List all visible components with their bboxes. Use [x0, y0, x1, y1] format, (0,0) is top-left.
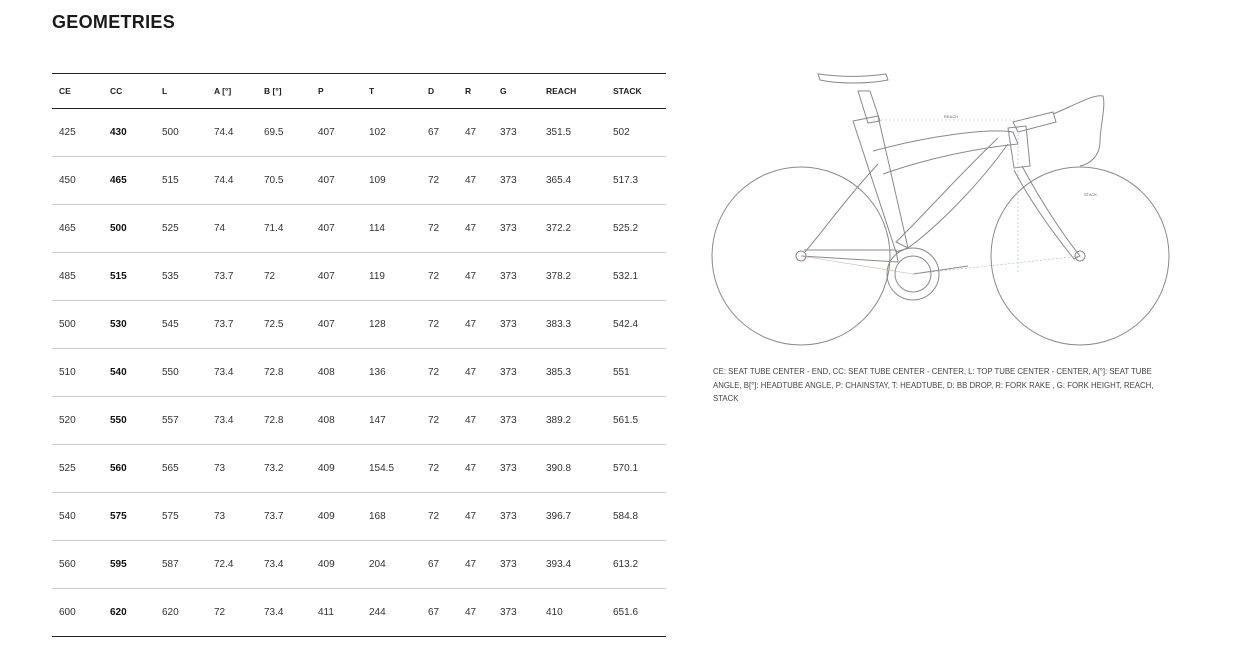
table-cell: 70.5	[257, 157, 311, 205]
table-cell: 450	[52, 157, 103, 205]
table-cell: 102	[362, 109, 421, 157]
geometry-table	[52, 73, 666, 637]
table-cell: 465	[103, 157, 155, 205]
column-header: CE	[52, 74, 103, 109]
table-cell: 570.1	[606, 445, 666, 493]
column-header: STACK	[606, 74, 666, 109]
table-cell: 620	[162, 607, 179, 618]
table-cell: 575	[155, 493, 207, 541]
table-cell: 72.5	[257, 301, 311, 349]
table-cell: 372.2	[539, 205, 606, 253]
table-cell: 510	[52, 349, 103, 397]
table-cell: 545	[155, 301, 207, 349]
table-cell: 390.8	[539, 445, 606, 493]
table-cell: 584.8	[606, 493, 666, 541]
table-cell: 373	[493, 349, 539, 397]
table-cell: 73.7	[207, 301, 257, 349]
table-cell: 73.2	[257, 445, 311, 493]
handlebar	[1053, 96, 1104, 166]
table-cell: 73.4	[257, 541, 311, 589]
table-cell: 407	[311, 205, 362, 253]
table-cell: 67	[421, 541, 458, 589]
table-cell: 47	[458, 493, 493, 541]
table-cell: 408	[311, 397, 362, 445]
table-row	[52, 205, 666, 253]
table-cell: 74.4	[207, 157, 257, 205]
table-cell: 373	[493, 109, 539, 157]
table-cell: 515	[103, 253, 155, 301]
column-header: REACH	[539, 74, 606, 109]
table-cell: 551	[606, 349, 666, 397]
stack-label: STACK	[1084, 192, 1098, 197]
table-cell: 147	[362, 397, 421, 445]
table-cell: 73.4	[207, 397, 257, 445]
table-cell: 72.8	[257, 349, 311, 397]
table-cell: 128	[362, 301, 421, 349]
table-cell: 557	[155, 397, 207, 445]
saddle	[818, 74, 888, 83]
table-cell: 407	[311, 301, 362, 349]
table-cell: 515	[155, 157, 207, 205]
table-cell: 409	[311, 445, 362, 493]
table-cell: 407	[311, 109, 362, 157]
table-cell: 72	[421, 493, 458, 541]
table-cell: 565	[155, 445, 207, 493]
crank-arm	[913, 266, 968, 274]
table-cell: 410	[546, 607, 563, 618]
table-cell: 154.5	[362, 445, 421, 493]
page-title: GEOMETRIES	[52, 12, 176, 32]
table-row	[52, 349, 666, 397]
column-header: L	[155, 74, 207, 109]
table-cell: 525.2	[606, 205, 666, 253]
table-cell: 525	[52, 445, 103, 493]
table-cell: 72	[421, 301, 458, 349]
table-cell: 517.3	[606, 157, 666, 205]
table-cell: 204	[362, 541, 421, 589]
table-cell: 542.4	[606, 301, 666, 349]
table-cell: 72	[214, 607, 226, 618]
head-tube	[1008, 126, 1030, 168]
table-cell: 587	[155, 541, 207, 589]
table-cell: 67	[421, 109, 458, 157]
column-header: T	[362, 74, 421, 109]
table-cell: 550	[155, 349, 207, 397]
table-cell: 409	[311, 541, 362, 589]
table-row	[52, 445, 666, 493]
table-cell: 69.5	[257, 109, 311, 157]
table-cell: 407	[311, 253, 362, 301]
table-cell: 373	[493, 493, 539, 541]
table-cell: 651.6	[613, 607, 639, 618]
table-cell: 373	[493, 157, 539, 205]
table-cell: 47	[458, 397, 493, 445]
table-cell: 411	[318, 607, 334, 618]
table-cell: 73.7	[207, 253, 257, 301]
table-cell: 389.2	[539, 397, 606, 445]
table-cell: 465	[52, 205, 103, 253]
table-cell: 72	[421, 253, 458, 301]
table-cell: 600	[59, 607, 76, 618]
table-cell: 351.5	[539, 109, 606, 157]
table-cell: 409	[311, 493, 362, 541]
table-cell: 373	[493, 541, 539, 589]
table-row	[52, 589, 666, 637]
table-cell: 72.8	[257, 397, 311, 445]
table-cell: 72.4	[207, 541, 257, 589]
table-cell: 72	[421, 445, 458, 493]
table-cell: 532.1	[606, 253, 666, 301]
table-cell: 244	[369, 607, 386, 618]
table-cell: 47	[458, 445, 493, 493]
table-cell: 47	[458, 541, 493, 589]
table-cell: 73	[207, 445, 257, 493]
seat-tube	[853, 116, 908, 252]
table-cell: 73.7	[257, 493, 311, 541]
table-cell: 595	[103, 541, 155, 589]
table-cell: 72	[421, 157, 458, 205]
fork	[1014, 166, 1080, 259]
table-cell: 47	[458, 253, 493, 301]
table-cell: 520	[52, 397, 103, 445]
table-row	[52, 493, 666, 541]
table-cell: 119	[362, 253, 421, 301]
table-cell: 73	[207, 493, 257, 541]
column-header: A [°]	[207, 74, 257, 109]
table-row	[52, 109, 666, 157]
table-cell: 47	[458, 205, 493, 253]
table-cell: 72	[421, 205, 458, 253]
table-cell: 620	[110, 607, 127, 618]
column-header: G	[493, 74, 539, 109]
table-cell: 373	[500, 607, 517, 618]
table-cell: 373	[493, 301, 539, 349]
column-header: P	[311, 74, 362, 109]
table-cell: 378.2	[539, 253, 606, 301]
table-cell: 73.4	[264, 607, 284, 618]
geometry-legend: CE: SEAT TUBE CENTER - END, CC: SEAT TUBE CENTER - CENTER, L: TOP TUBE CENTER - CENTER, A[°]: SEAT TUBE ANGLE, B[°]: HEADTUBE ANGLE, P: CHAINSTAY, T: HEADTUBE, D: BB DROP, R: FORK RAKE , G: FORK HEIGHT, REACH, STACK	[713, 367, 1154, 403]
reach-label: REACH	[944, 114, 959, 119]
table-cell: 373	[493, 253, 539, 301]
table-cell: 535	[155, 253, 207, 301]
table-cell: 500	[155, 109, 207, 157]
table-cell: 540	[52, 493, 103, 541]
table-cell: 136	[362, 349, 421, 397]
table-cell: 485	[52, 253, 103, 301]
table-cell: 47	[458, 157, 493, 205]
table-cell: 530	[103, 301, 155, 349]
table-cell: 560	[103, 445, 155, 493]
table-cell: 408	[311, 349, 362, 397]
column-header: R	[458, 74, 493, 109]
table-cell: 47	[458, 109, 493, 157]
table-cell: 396.7	[539, 493, 606, 541]
table-cell: 74	[207, 205, 257, 253]
column-header: CC	[103, 74, 155, 109]
table-cell: 73.4	[207, 349, 257, 397]
table-cell: 500	[103, 205, 155, 253]
bike-geometry-diagram	[708, 66, 1178, 356]
table-cell: 47	[465, 607, 477, 618]
table-cell: 550	[103, 397, 155, 445]
table-row	[52, 541, 666, 589]
table-cell: 383.3	[539, 301, 606, 349]
table-cell: 373	[493, 445, 539, 493]
table-row	[52, 397, 666, 445]
table-cell: 561.5	[606, 397, 666, 445]
table-cell: 425	[52, 109, 103, 157]
table-cell: 560	[52, 541, 103, 589]
table-row	[52, 301, 666, 349]
table-cell: 500	[52, 301, 103, 349]
table-cell: 373	[493, 397, 539, 445]
table-row	[52, 157, 666, 205]
table-cell: 114	[362, 205, 421, 253]
table-cell: 373	[493, 205, 539, 253]
table-cell: 393.4	[539, 541, 606, 589]
column-header: B [°]	[257, 74, 311, 109]
table-cell: 430	[103, 109, 155, 157]
table-cell: 365.4	[539, 157, 606, 205]
table-row	[52, 253, 666, 301]
table-cell: 613.2	[606, 541, 666, 589]
table-cell: 525	[155, 205, 207, 253]
table-cell: 47	[458, 349, 493, 397]
table-cell: 67	[428, 607, 440, 618]
table-cell: 109	[362, 157, 421, 205]
table-cell: 575	[103, 493, 155, 541]
table-cell: 385.3	[539, 349, 606, 397]
table-cell: 47	[458, 301, 493, 349]
table-cell: 71.4	[257, 205, 311, 253]
table-cell: 168	[362, 493, 421, 541]
table-cell: 72	[421, 349, 458, 397]
table-cell: 72	[421, 397, 458, 445]
table-header-row	[52, 74, 666, 109]
top-tube	[873, 131, 1018, 174]
table-cell: 407	[311, 157, 362, 205]
chain-stay	[801, 250, 898, 262]
column-header: D	[421, 74, 458, 109]
stem	[1013, 112, 1056, 132]
table-cell: 74.4	[207, 109, 257, 157]
table-cell: 540	[103, 349, 155, 397]
table-cell: 72	[257, 253, 311, 301]
table-cell: 502	[606, 109, 666, 157]
